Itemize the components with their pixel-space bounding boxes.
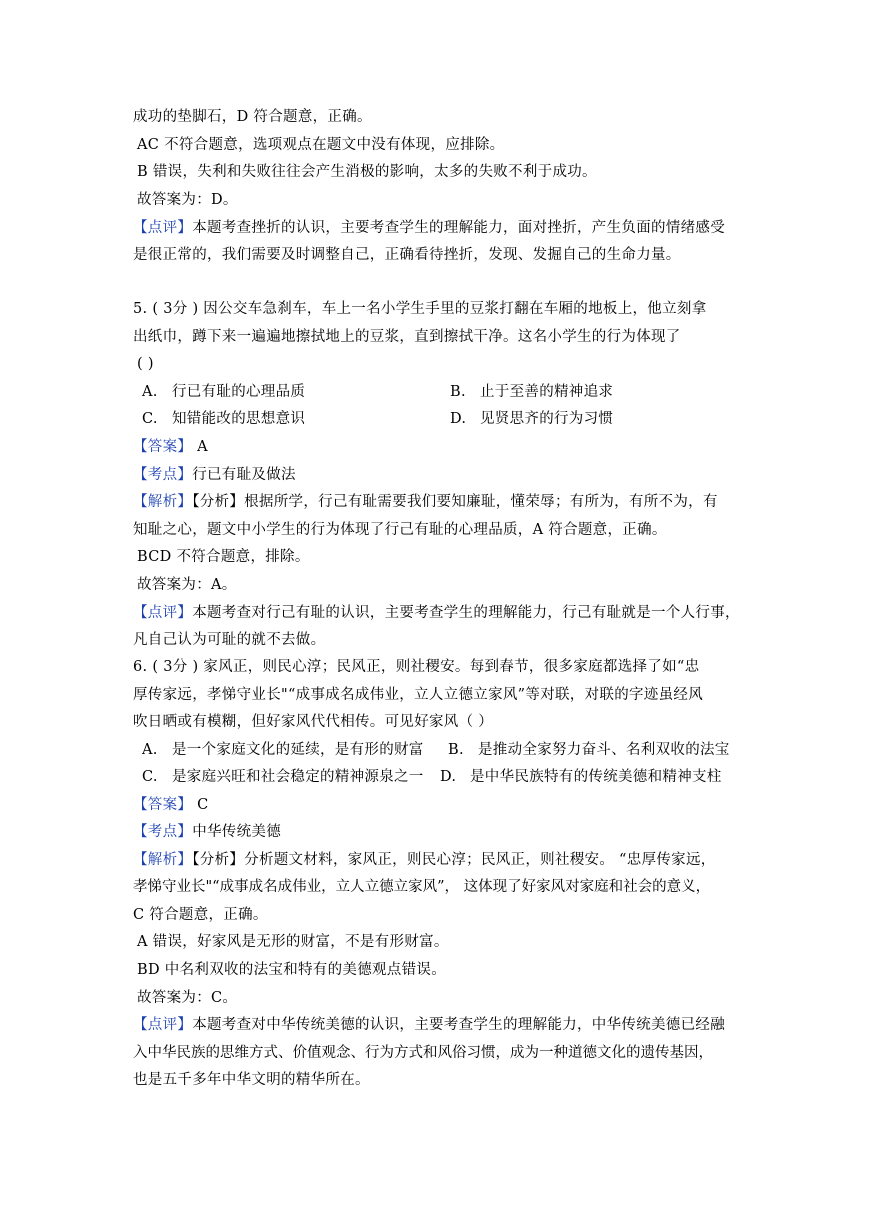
intro-comment: [133, 218, 725, 238]
q6-analysis-line-3: C 符合题意，正确。: [133, 907, 268, 923]
q5-stem-line-3: ( ): [137, 356, 154, 372]
q6-answer: [133, 795, 209, 815]
q6-comment-line-2: 入中华民族的思维方式、价值观念、行为方式和风俗习惯，成为一种道德文化的遗传基因，: [133, 1045, 713, 1061]
option-text: 是家庭兴旺和社会稳定的精神源泉之一: [172, 769, 424, 785]
q5-comment-line-2: 凡自己认为可耻的就不去做。: [133, 632, 326, 648]
comment-tag: 【点评】: [133, 1017, 193, 1033]
point-text: 行已有耻及做法: [192, 467, 296, 483]
q5-answer: [133, 437, 208, 457]
option-letter: A.: [142, 384, 158, 400]
point-text: 中华传统美德: [192, 824, 282, 840]
option-letter: A.: [142, 742, 158, 758]
q6-stem-line-3: 吹日晒或有模糊，但好家风代代相传。可见好家风（ ）: [133, 714, 494, 730]
option-letter: C.: [142, 411, 158, 427]
intro-line-2: AC 不符合题意，选项观点在题文中没有体现，应排除。: [137, 137, 505, 153]
comment-text: 本题考查对行己有耻的认识，主要考查学生的理解能力，行己有耻就是一个人行事，: [192, 605, 740, 621]
q5-option-b: [450, 382, 613, 402]
q5-option-d: [450, 409, 613, 429]
q6-stem-line-2: 厚传家远，孝悌守业长"“成事成名成伟业，立人立德立家风”等对联，对联的字迹虽经风: [133, 687, 703, 703]
analysis-tag: 【解析】: [133, 852, 193, 868]
option-letter: B.: [450, 384, 466, 400]
q6-analysis-line-2: 孝悌守业长"“成事成名成伟业，立人立德立家风”， 这体现了好家风对家庭和社会的意义，: [133, 879, 711, 895]
q5-option-a: [142, 382, 305, 402]
q5-option-c: [142, 409, 305, 429]
q6-analysis-line-6: 故答案为：C。: [137, 990, 238, 1006]
q6-analysis-line-5: BD 中名利双收的法宝和特有的美德观点错误。: [137, 962, 446, 978]
q5-analysis-line-2: 知耻之心，题文中小学生的行为体现了行己有耻的心理品质，A 符合题意，正确。: [133, 522, 667, 538]
answer-tag: 【答案】: [133, 439, 193, 455]
comment-tag: 【点评】: [133, 605, 193, 621]
comment-tag: 【点评】: [133, 220, 193, 236]
point-tag: 【考点】: [133, 467, 193, 483]
q6-option-a: [142, 740, 424, 760]
option-text: 是推动全家努力奋斗、名利双收的法宝: [478, 742, 730, 758]
point-tag: 【考点】: [133, 824, 193, 840]
comment-text: 本题考查挫折的认识，主要考查学生的理解能力，面对挫折，产生负面的情绪感受: [192, 220, 725, 236]
intro-line-3: B 错误，失利和失败往往会产生消极的影响，太多的失败不利于成功。: [137, 164, 597, 180]
q5-point: [133, 465, 296, 485]
intro-comment-line-2: 是很正常的，我们需要及时调整自己，正确看待挫折，发现、发掘自己的生命力量。: [133, 247, 681, 263]
option-letter: B.: [448, 742, 464, 758]
q5-comment: [133, 603, 740, 623]
option-letter: D.: [450, 411, 467, 427]
q5-analysis-line-3: BCD 不符合题意，排除。: [137, 549, 310, 565]
option-text: 止于至善的精神追求: [480, 384, 614, 400]
option-letter: C.: [142, 769, 158, 785]
q5-stem-line-2: 出纸巾，蹲下来一遍遍地擦拭地上的豆浆，直到擦拭干净。这名小学生的行为体现了: [133, 329, 681, 345]
q5-stem-line-1: 5. ( 3分 ) 因公交车急刹车，车上一名小学生手里的豆浆打翻在车厢的地板上，他立刻拿: [133, 301, 707, 317]
q6-analysis-line-4: A 错误，好家风是无形的财富，不是有形财富。: [137, 934, 449, 950]
q6-stem-line-1: 6. ( 3分 ) 家风正，则民心淳；民风正，则社稷安。每到春节，很多家庭都选择了如“忠: [133, 659, 700, 675]
q6-option-c: [142, 767, 424, 787]
option-letter: D.: [440, 769, 457, 785]
answer-value: A: [192, 439, 208, 455]
analysis-text: 【分析】根据所学，行己有耻需要我们要知廉耻，懂荣辱；有所为，有所不为，有: [192, 494, 718, 510]
q5-analysis: [133, 492, 718, 512]
comment-text: 本题考查对中华传统美德的认识，主要考查学生的理解能力，中华传统美德已经融: [192, 1017, 725, 1033]
answer-tag: 【答案】: [133, 797, 193, 813]
analysis-tag: 【解析】: [133, 494, 193, 510]
q6-option-b: [448, 740, 730, 760]
option-text: 知错能改的思想意识: [172, 411, 306, 427]
option-text: 见贤思齐的行为习惯: [480, 411, 614, 427]
q6-point: [133, 822, 281, 842]
q6-option-d: [440, 767, 722, 787]
option-text: 行已有耻的心理品质: [172, 384, 306, 400]
q6-comment: [133, 1015, 725, 1035]
q6-comment-line-3: 也是五千多年中华文明的精华所在。: [133, 1072, 370, 1088]
intro-line-1: 成功的垫脚石，D 符合题意，正确。: [133, 109, 372, 125]
q5-analysis-line-4: 故答案为：A。: [137, 577, 237, 593]
option-text: 是一个家庭文化的延续，是有形的财富: [172, 742, 424, 758]
intro-answer-line: 故答案为：D。: [137, 192, 238, 208]
option-text: 是中华民族特有的传统美德和精神支柱: [470, 769, 722, 785]
answer-value: C: [192, 797, 209, 813]
q6-analysis: [133, 850, 716, 870]
analysis-text: 【分析】分析题文材料，家风正，则民心淳；民风正，则社稷安。 “忠厚传家远，: [192, 852, 716, 868]
